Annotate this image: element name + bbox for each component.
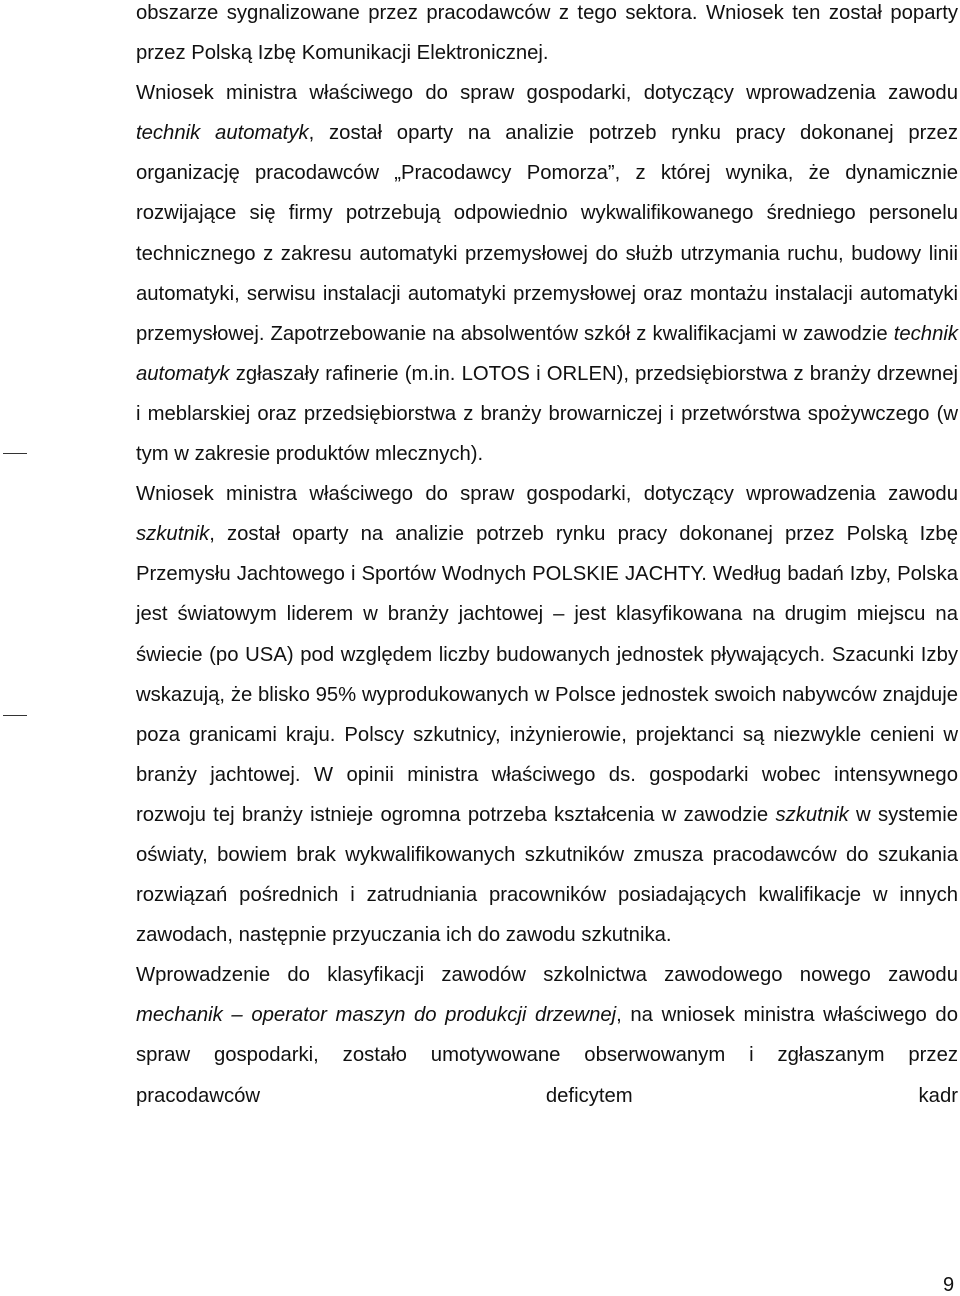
text-segment: w systemie oświaty, bowiem brak wykwalifikowanych szkutników zmusza pracodawców do szukania rozwiązań pośrednich i zatrudniania pracowników posiadających kwalifikacje w innych zawodach, następnie przyuczania ich do zawodu szkutnika.: [136, 803, 958, 947]
paragraph: [136, 474, 958, 955]
paragraph: [136, 955, 958, 1115]
text-segment: , został oparty na analizie potrzeb rynku pracy dokonanej przez Polską Izbę Przemysłu Jachtowego i Sportów Wodnych POLSKIE JACHTY. Według badań Izby, Polska jest światowym liderem w branży jachtowej – jest klasyfikowana na drugim miejscu na świecie (po USA) pod względem liczby budowanych jednostek pływających. Szacunki Izby wskazują, że blisko 95% wyprodukowanych w Polsce jednostek swoich nabywców znajduje poza granicami kraju. Polscy szkutnicy, inżynierowie, projektanci są niezwykle cenieni w branży jachtowej. W opinii ministra właściwego ds. gospodarki wobec intensywnego rozwoju tej branży istnieje ogromna potrzeba kształcenia w zawodzie: [136, 523, 958, 826]
paragraph: [136, 73, 958, 474]
document-body: [136, 0, 958, 1116]
text-segment-italic: szkutnik: [775, 803, 849, 826]
text-segment: , został oparty na analizie potrzeb rynku pracy dokonanej przez organizację pracodawców „Pracodawcy Pomorza”, z której wynika, że dynamicznie rozwijające się firmy potrzebują odpowiednio wykwalifikowanego średniego personelu technicznego z zakresu automatyki przemysłowej do służb utrzymania ruchu, budowy linii automatyki, serwisu instalacji automatyki przemysłowej oraz montażu instalacji automatyki przemysłowej. Zapotrzebowanie na absolwentów szkół z kwalifikacjami w zawodzie: [136, 122, 958, 345]
text-segment: Wprowadzenie do klasyfikacji zawodów szkolnictwa zawodowego nowego zawodu: [136, 964, 958, 987]
paragraph: [136, 0, 958, 73]
text-segment-italic: technik automatyk: [136, 122, 309, 145]
text-segment-italic: mechanik – operator maszyn do produkcji drzewnej: [136, 1004, 617, 1027]
text-segment: obszarze sygnalizowane przez pracodawców z tego sektora. Wniosek ten został poparty przez Polską Izbę Komunikacji Elektronicznej.: [136, 2, 958, 65]
page-number: 9: [943, 1274, 955, 1296]
text-segment: zgłaszały rafinerie (m.in. LOTOS i ORLEN), przedsiębiorstwa z branży drzewnej i meblarskiej oraz przedsiębiorstwa z branży browarniczej i przetwórstwa spożywczego (w tym w zakresie produktów mlecznych).: [136, 362, 958, 466]
text-segment-italic: szkutnik: [136, 523, 210, 546]
text-segment: Wniosek ministra właściwego do spraw gospodarki, dotyczący wprowadzenia zawodu: [136, 82, 958, 105]
margin-change-mark: [3, 715, 27, 716]
text-segment: , na wniosek ministra właściwego do spraw gospodarki, zostało umotywowane obserwowanym i zgłaszanym przez pracodawców deficytem kadr: [136, 1004, 958, 1107]
text-segment: Wniosek ministra właściwego do spraw gospodarki, dotyczący wprowadzenia zawodu: [136, 483, 958, 506]
text-segment-italic: technik automatyk: [136, 322, 958, 385]
margin-change-mark: [3, 453, 27, 454]
